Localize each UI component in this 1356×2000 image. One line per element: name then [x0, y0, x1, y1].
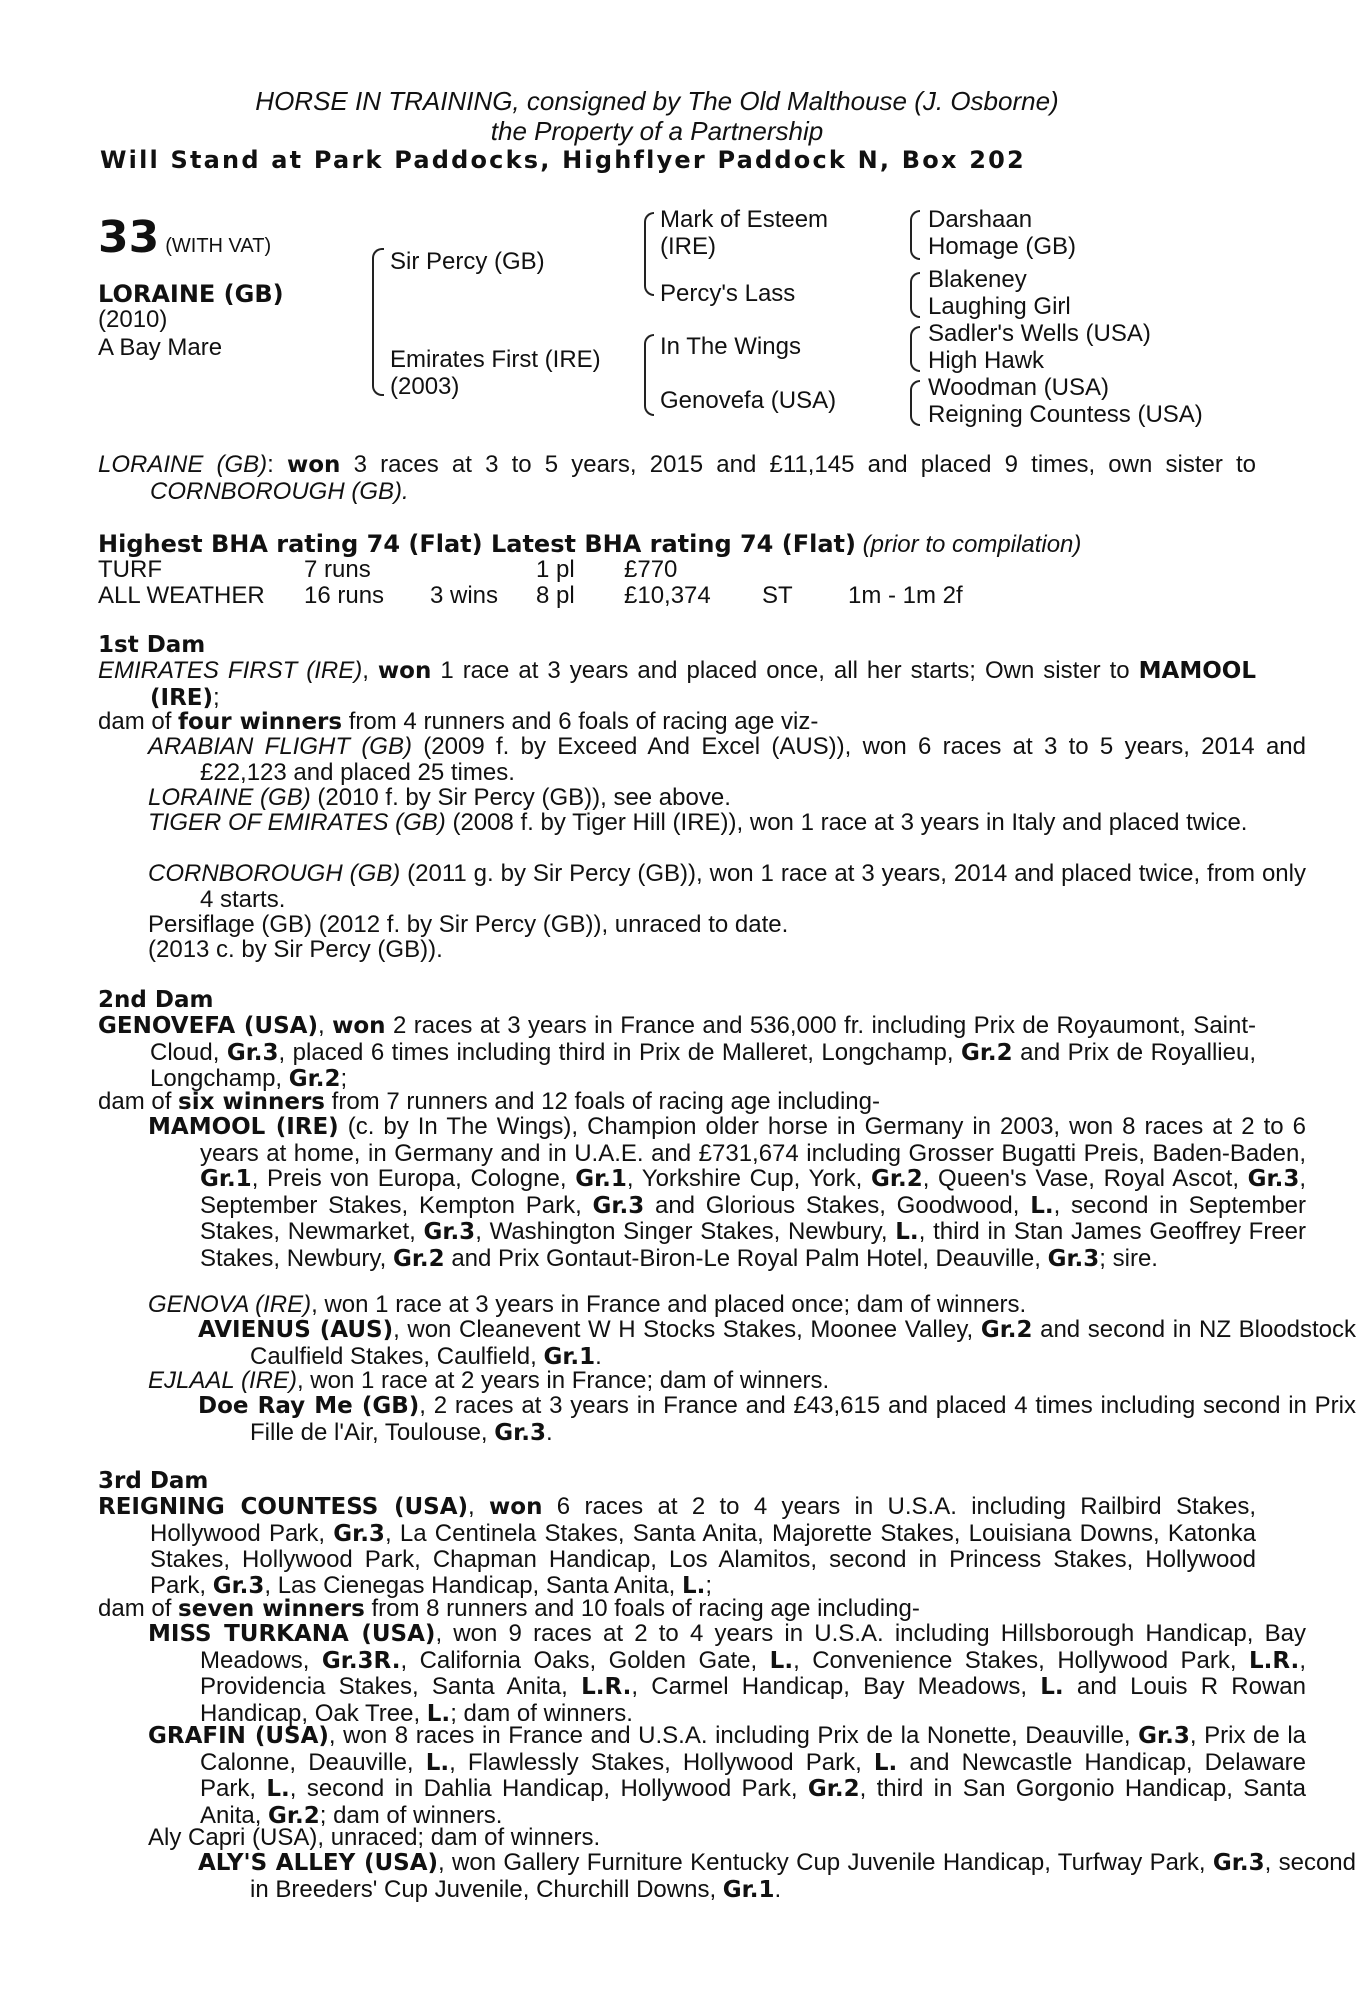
produce-entry: ARABIAN FLIGHT (GB) (2009 f. by Exceed And Excel (AUS)), won 6 races at 3 to 5 years, 2014 and £22,123 and placed 25 times. [148, 733, 1306, 786]
lot-number: 33 [98, 212, 160, 263]
aw-placed: 8 pl [536, 582, 575, 609]
ggsire-2: Blakeney [928, 266, 1027, 293]
pedigree-brace [910, 210, 920, 260]
produce-entry: GENOVA (IRE), won 1 race at 3 years in France and placed once; dam of winners. [148, 1291, 1027, 1318]
produce-entry: AVIENUS (AUS), won Cleanevent W H Stocks Stakes, Moonee Valley, Gr.2 and second in NZ Bloodstock Caulfield Stakes, Caulfield, Gr.1. [198, 1316, 1356, 1370]
ggdam-3: High Hawk [928, 347, 1045, 374]
turf-placed: 1 pl [536, 556, 575, 583]
produce-entry: EJLAAL (IRE), won 1 race at 2 years in France; dam of winners. [148, 1367, 830, 1394]
race-summary: LORAINE (GB): won 3 races at 3 to 5 years, 2015 and £11,145 and placed 9 times, own sister to CORNBOROUGH (GB). [98, 451, 1256, 505]
grandsire-dam-side: In The Wings [660, 333, 801, 360]
location-line: Will Stand at Park Paddocks, Highflyer Paddock N, Box 202 [100, 146, 1026, 174]
second-dam-heading: 2nd Dam [98, 987, 214, 1013]
produce-entry: GRAFIN (USA), won 8 races in France and U.S.A. including Prix de la Nonette, Deauville, Gr.3, Prix de la Calonne, Deauville, L., Flawlessly Stakes, Hollywood Park, L. and Newcastle Handicap, Delaware Park, L., second in Dahlia Handicap, Hollywood Park, Gr.2, third in San Gorgonio Handicap, Santa Anita, Gr.2; dam of winners. [148, 1722, 1307, 1829]
pedigree-brace [644, 334, 654, 416]
pedigree-brace [644, 212, 654, 296]
dam-year: (2003) [390, 373, 460, 400]
turf-label: TURF [98, 556, 162, 583]
third-dam-produce-line: dam of seven winners from 8 runners and 10 foals of racing age including- [98, 1595, 920, 1622]
vat-note: (WITH VAT) [165, 235, 272, 257]
granddam-dam-side: Genovefa (USA) [660, 387, 837, 414]
ggsire-3: Sadler's Wells (USA) [928, 320, 1151, 347]
pedigree-brace [372, 248, 384, 396]
produce-entry: (2013 c. by Sir Percy (GB)). [148, 936, 443, 963]
first-dam-heading: 1st Dam [98, 632, 206, 658]
granddam-sire-side: Percy's Lass [660, 280, 796, 307]
sire-name: Sir Percy (GB) [390, 248, 545, 275]
ggdam-2: Laughing Girl [928, 293, 1071, 320]
ggdam-1: Homage (GB) [928, 233, 1077, 260]
produce-entry: Persiflage (GB) (2012 f. by Sir Percy (GB)), unraced to date. [148, 911, 789, 938]
grandsire-line1: Mark of Esteem [660, 206, 829, 233]
turf-earnings: £770 [624, 556, 678, 583]
aw-wins: 3 wins [430, 582, 499, 609]
produce-entry: Doe Ray Me (GB), 2 races at 3 years in France and £43,615 and placed 4 times including second in Prix Fille de l'Air, Toulouse, Gr.3. [198, 1392, 1356, 1446]
aw-going: ST [762, 582, 793, 609]
produce-entry: MISS TURKANA (USA), won 9 races at 2 to 4 years in U.S.A. including Hillsborough Handicap, Bay Meadows, Gr.3R., California Oaks, Golden Gate, L., Convenience Stakes, Hollywood Park, L.R., Providencia Stakes, Santa Anita, L.R., Carmel Handicap, Bay Meadows, L. and Louis R Rowan Handicap, Oak Tree, L.; dam of winners. [148, 1620, 1306, 1727]
second-dam-record: GENOVEFA (USA), won 2 races at 3 years in France and 536,000 fr. including Prix de Royaumont, Saint-Cloud, Gr.3, placed 6 times including third in Prix de Malleret, Longchamp, Gr.2 and Prix de Royallieu, Longchamp, Gr.2; [98, 1012, 1257, 1092]
pedigree-brace [910, 326, 920, 372]
pedigree-brace [910, 272, 920, 318]
turf-runs: 7 runs [304, 556, 371, 583]
dam-name: Emirates First (IRE) [390, 346, 601, 373]
aw-label: ALL WEATHER [98, 582, 265, 609]
horse-year: (2010) [98, 306, 168, 333]
produce-entry: Aly Capri (USA), unraced; dam of winners. [148, 1824, 601, 1851]
horse-name: LORAINE (GB) [98, 280, 284, 308]
produce-entry: CORNBOROUGH (GB) (2011 g. by Sir Percy (GB)), won 1 race at 3 years, 2014 and placed twice, from only 4 starts. [148, 860, 1306, 913]
property-line: the Property of a Partnership [490, 116, 824, 146]
lot-number-block [98, 212, 271, 263]
aw-runs: 16 runs [304, 582, 385, 609]
consignor-line: HORSE IN TRAINING, consigned by The Old Malthouse (J. Osborne) [255, 86, 1059, 116]
ggdam-4: Reigning Countess (USA) [928, 401, 1203, 428]
bha-rating: Highest BHA rating 74 (Flat) Latest BHA rating 74 (Flat) (prior to compilation) [98, 530, 1082, 558]
first-dam-record: EMIRATES FIRST (IRE), won 1 race at 3 years and placed once, all her starts; Own sister to MAMOOL (IRE); [98, 657, 1257, 711]
grandsire-line2: (IRE) [660, 233, 716, 260]
second-dam-produce-line: dam of six winners from 7 runners and 12 foals of racing age including- [98, 1088, 880, 1115]
ggsire-1: Darshaan [928, 206, 1033, 233]
produce-entry: TIGER OF EMIRATES (GB) (2008 f. by Tiger Hill (IRE)), won 1 race at 3 years in Italy and placed twice. [148, 809, 1248, 836]
horse-description: A Bay Mare [98, 334, 223, 361]
ggsire-4: Woodman (USA) [928, 374, 1109, 401]
first-dam-produce-line: dam of four winners from 4 runners and 6 foals of racing age viz- [98, 708, 819, 735]
aw-distance: 1m - 1m 2f [848, 582, 963, 609]
pedigree-brace [910, 380, 920, 426]
produce-entry: MAMOOL (IRE) (c. by In The Wings), Champion older horse in Germany in 2003, won 8 races at 2 to 6 years at home, in Germany and in U.A.E. and £731,674 including Grosser Bugatti Preis, Baden-Baden, Gr.1, Preis von Europa, Cologne, Gr.1, Yorkshire Cup, York, Gr.2, Queen's Vase, Royal Ascot, Gr.3, September Stakes, Kempton Park, Gr.3 and Glorious Stakes, Goodwood, L., second in September Stakes, Newmarket, Gr.3, Washington Singer Stakes, Newbury, L., third in Stan James Geoffrey Freer Stakes, Newbury, Gr.2 and Prix Gontaut-Biron-Le Royal Palm Hotel, Deauville, Gr.3; sire. [148, 1113, 1307, 1272]
third-dam-heading: 3rd Dam [98, 1468, 209, 1494]
produce-entry: LORAINE (GB) (2010 f. by Sir Percy (GB)), see above. [148, 784, 731, 811]
aw-earnings: £10,374 [624, 582, 711, 609]
third-dam-record: REIGNING COUNTESS (USA), won 6 races at 2 to 4 years in U.S.A. including Railbird Stakes, Hollywood Park, Gr.3, La Centinela Stakes, Santa Anita, Majorette Stakes, Louisiana Downs, Katonka Stakes, Hollywood Park, Chapman Handicap, Los Alamitos, second in Princess Stakes, Hollywood Park, Gr.3, Las Cienegas Handicap, Santa Anita, L.; [98, 1493, 1256, 1599]
produce-entry: ALY'S ALLEY (USA), won Gallery Furniture Kentucky Cup Juvenile Handicap, Turfway Park, Gr.3, second in Breeders' Cup Juvenile, Churchill Downs, Gr.1. [198, 1849, 1356, 1903]
